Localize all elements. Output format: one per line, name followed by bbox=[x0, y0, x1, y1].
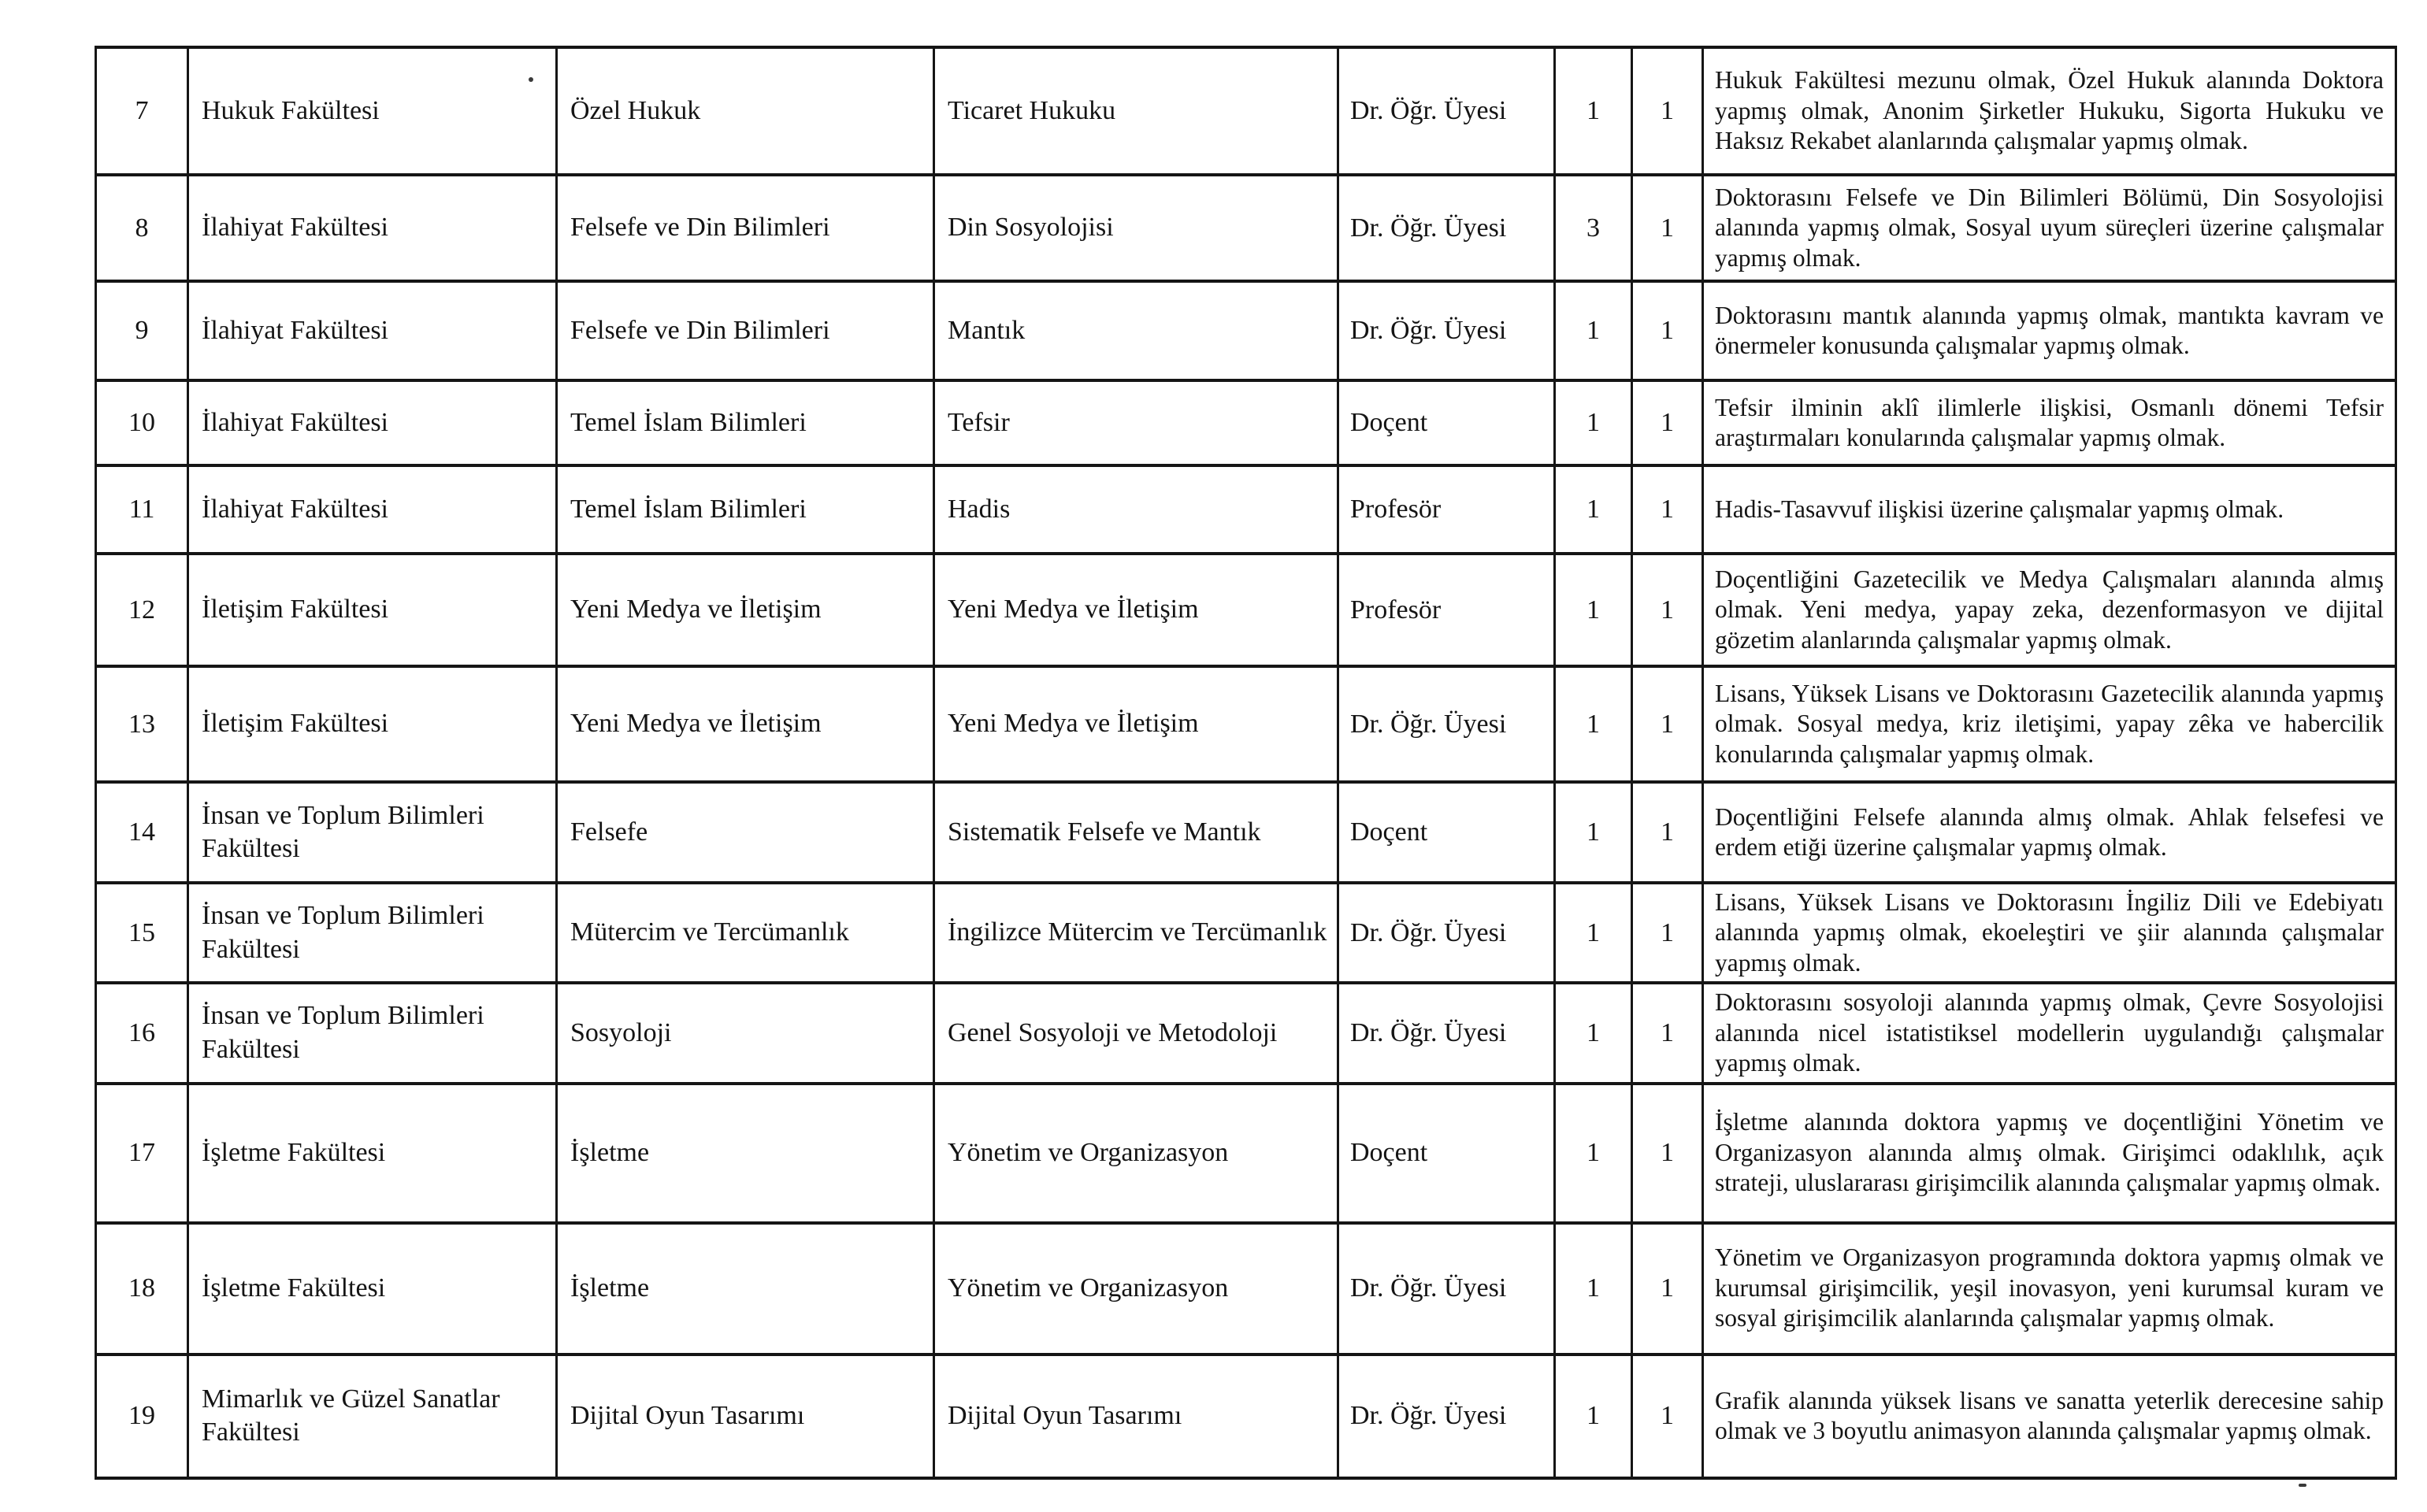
program-cell: Hadis bbox=[934, 465, 1338, 554]
description-cell: Lisans, Yüksek Lisans ve Doktorasını İngiliz Dili ve Edebiyatı alanında yapmış olmak, ekoeleştiri ve şiir alanında çalışmalar yapmış olmak. bbox=[1703, 883, 2396, 983]
title-cell: Doçent bbox=[1338, 1084, 1555, 1223]
quantity-cell: 1 bbox=[1632, 1084, 1703, 1223]
quantity-cell: 1 bbox=[1632, 1354, 1703, 1478]
description-cell: Lisans, Yüksek Lisans ve Doktorasını Gazetecilik alanında yapmış olmak. Sosyal medya, kriz iletişimi, yapay zêka ve habercilik konularında çalışmalar yapmış olmak. bbox=[1703, 666, 2396, 782]
title-cell: Profesör bbox=[1338, 554, 1555, 666]
row-number-cell: 9 bbox=[96, 281, 188, 380]
faculty-cell: İşletme Fakültesi bbox=[188, 1084, 557, 1223]
faculty-cell: İnsan ve Toplum Bilimleri Fakültesi bbox=[188, 983, 557, 1083]
row-number-cell: 15 bbox=[96, 883, 188, 983]
department-cell: Temel İslam Bilimleri bbox=[557, 380, 934, 465]
faculty-cell: İşletme Fakültesi bbox=[188, 1223, 557, 1354]
quantity-cell: 1 bbox=[1632, 465, 1703, 554]
title-cell: Doçent bbox=[1338, 380, 1555, 465]
faculty-cell: İletişim Fakültesi bbox=[188, 554, 557, 666]
table-row bbox=[96, 1223, 2396, 1354]
title-cell: Profesör bbox=[1338, 465, 1555, 554]
title-cell: Dr. Öğr. Üyesi bbox=[1338, 1354, 1555, 1478]
program-cell: Genel Sosyoloji ve Metodoloji bbox=[934, 983, 1338, 1083]
program-cell: Yeni Medya ve İletişim bbox=[934, 666, 1338, 782]
quantity-cell: 1 bbox=[1632, 1223, 1703, 1354]
department-cell: Sosyoloji bbox=[557, 983, 934, 1083]
title-cell: Dr. Öğr. Üyesi bbox=[1338, 883, 1555, 983]
faculty-cell: Mimarlık ve Güzel Sanatlar Fakültesi bbox=[188, 1354, 557, 1478]
table-row bbox=[96, 666, 2396, 782]
program-cell: Din Sosyolojisi bbox=[934, 175, 1338, 281]
description-cell: Tefsir ilminin aklî ilimlerle ilişkisi, Osmanlı dönemi Tefsir araştırmaları konularında çalışmalar yapmış olmak. bbox=[1703, 380, 2396, 465]
faculty-cell: Hukuk Fakültesi bbox=[188, 47, 557, 175]
faculty-positions-table bbox=[95, 46, 2397, 1480]
department-cell: Felsefe ve Din Bilimleri bbox=[557, 175, 934, 281]
description-cell: İşletme alanında doktora yapmış ve doçentliğini Yönetim ve Organizasyon alanında almış olmak. Girişimci odaklılık, açık strateji, uluslararası girişimcilik alanında çalışmalar yapmış olmak. bbox=[1703, 1084, 2396, 1223]
grade-cell: 1 bbox=[1555, 983, 1632, 1083]
row-number-cell: 19 bbox=[96, 1354, 188, 1478]
grade-cell: 1 bbox=[1555, 1084, 1632, 1223]
program-cell: Yönetim ve Organizasyon bbox=[934, 1084, 1338, 1223]
grade-cell: 1 bbox=[1555, 554, 1632, 666]
table-row bbox=[96, 175, 2396, 281]
quantity-cell: 1 bbox=[1632, 175, 1703, 281]
department-cell: İşletme bbox=[557, 1223, 934, 1354]
description-cell: Yönetim ve Organizasyon programında doktora yapmış olmak ve kurumsal girişimcilik, yeşil inovasyon, yeni kurumsal kuram ve sosyal girişimcilik alanlarında çalışmalar yapmış olmak. bbox=[1703, 1223, 2396, 1354]
department-cell: Felsefe bbox=[557, 782, 934, 883]
table-row bbox=[96, 883, 2396, 983]
faculty-cell: İlahiyat Fakültesi bbox=[188, 465, 557, 554]
table-row bbox=[96, 554, 2396, 666]
department-cell: Temel İslam Bilimleri bbox=[557, 465, 934, 554]
table-row bbox=[96, 1354, 2396, 1478]
faculty-cell: İlahiyat Fakültesi bbox=[188, 175, 557, 281]
table-row bbox=[96, 380, 2396, 465]
title-cell: Doçent bbox=[1338, 782, 1555, 883]
table-row bbox=[96, 782, 2396, 883]
faculty-cell: İnsan ve Toplum Bilimleri Fakültesi bbox=[188, 883, 557, 983]
department-cell: Mütercim ve Tercümanlık bbox=[557, 883, 934, 983]
grade-cell: 1 bbox=[1555, 883, 1632, 983]
grade-cell: 1 bbox=[1555, 1354, 1632, 1478]
row-number-cell: 18 bbox=[96, 1223, 188, 1354]
scan-speck bbox=[2299, 1484, 2306, 1487]
department-cell: Yeni Medya ve İletişim bbox=[557, 554, 934, 666]
grade-cell: 3 bbox=[1555, 175, 1632, 281]
quantity-cell: 1 bbox=[1632, 554, 1703, 666]
row-number-cell: 16 bbox=[96, 983, 188, 1083]
description-cell: Hukuk Fakültesi mezunu olmak, Özel Hukuk alanında Doktora yapmış olmak, Anonim Şirketler Hukuku, Sigorta Hukuku ve Haksız Rekabet alanlarında çalışmalar yapmış olmak. bbox=[1703, 47, 2396, 175]
description-cell: Doktorasını sosyoloji alanında yapmış olmak, Çevre Sosyolojisi alanında nicel istatistiksel modellerin uygulandığı çalışmalar yapmış olmak. bbox=[1703, 983, 2396, 1083]
table-row bbox=[96, 465, 2396, 554]
title-cell: Dr. Öğr. Üyesi bbox=[1338, 175, 1555, 281]
title-cell: Dr. Öğr. Üyesi bbox=[1338, 47, 1555, 175]
title-cell: Dr. Öğr. Üyesi bbox=[1338, 281, 1555, 380]
scan-speck bbox=[529, 77, 533, 82]
grade-cell: 1 bbox=[1555, 465, 1632, 554]
quantity-cell: 1 bbox=[1632, 281, 1703, 380]
row-number-cell: 7 bbox=[96, 47, 188, 175]
row-number-cell: 12 bbox=[96, 554, 188, 666]
quantity-cell: 1 bbox=[1632, 47, 1703, 175]
description-cell: Doçentliğini Gazetecilik ve Medya Çalışmaları alanında almış olmak. Yeni medya, yapay zeka, dezenformasyon ve dijital gözetim alanlarında çalışmalar yapmış olmak. bbox=[1703, 554, 2396, 666]
grade-cell: 1 bbox=[1555, 666, 1632, 782]
department-cell: Yeni Medya ve İletişim bbox=[557, 666, 934, 782]
row-number-cell: 17 bbox=[96, 1084, 188, 1223]
row-number-cell: 13 bbox=[96, 666, 188, 782]
row-number-cell: 8 bbox=[96, 175, 188, 281]
description-cell: Hadis-Tasavvuf ilişkisi üzerine çalışmalar yapmış olmak. bbox=[1703, 465, 2396, 554]
program-cell: Dijital Oyun Tasarımı bbox=[934, 1354, 1338, 1478]
table-row bbox=[96, 983, 2396, 1083]
program-cell: İngilizce Mütercim ve Tercümanlık bbox=[934, 883, 1338, 983]
program-cell: Yönetim ve Organizasyon bbox=[934, 1223, 1338, 1354]
description-cell: Doktorasını mantık alanında yapmış olmak, mantıkta kavram ve önermeler konusunda çalışmalar yapmış olmak. bbox=[1703, 281, 2396, 380]
quantity-cell: 1 bbox=[1632, 666, 1703, 782]
table-row bbox=[96, 1084, 2396, 1223]
table-row bbox=[96, 47, 2396, 175]
faculty-cell: İnsan ve Toplum Bilimleri Fakültesi bbox=[188, 782, 557, 883]
quantity-cell: 1 bbox=[1632, 883, 1703, 983]
department-cell: Felsefe ve Din Bilimleri bbox=[557, 281, 934, 380]
title-cell: Dr. Öğr. Üyesi bbox=[1338, 983, 1555, 1083]
grade-cell: 1 bbox=[1555, 1223, 1632, 1354]
faculty-cell: İlahiyat Fakültesi bbox=[188, 281, 557, 380]
program-cell: Ticaret Hukuku bbox=[934, 47, 1338, 175]
program-cell: Tefsir bbox=[934, 380, 1338, 465]
quantity-cell: 1 bbox=[1632, 983, 1703, 1083]
department-cell: Özel Hukuk bbox=[557, 47, 934, 175]
table-row bbox=[96, 281, 2396, 380]
quantity-cell: 1 bbox=[1632, 782, 1703, 883]
grade-cell: 1 bbox=[1555, 380, 1632, 465]
faculty-cell: İlahiyat Fakültesi bbox=[188, 380, 557, 465]
grade-cell: 1 bbox=[1555, 47, 1632, 175]
description-cell: Doçentliğini Felsefe alanında almış olmak. Ahlak felsefesi ve erdem etiği üzerine çalışmalar yapmış olmak. bbox=[1703, 782, 2396, 883]
row-number-cell: 14 bbox=[96, 782, 188, 883]
faculty-cell: İletişim Fakültesi bbox=[188, 666, 557, 782]
title-cell: Dr. Öğr. Üyesi bbox=[1338, 1223, 1555, 1354]
title-cell: Dr. Öğr. Üyesi bbox=[1338, 666, 1555, 782]
program-cell: Yeni Medya ve İletişim bbox=[934, 554, 1338, 666]
description-cell: Grafik alanında yüksek lisans ve sanatta yeterlik derecesine sahip olmak ve 3 boyutlu animasyon alanında çalışmalar yapmış olmak. bbox=[1703, 1354, 2396, 1478]
description-cell: Doktorasını Felsefe ve Din Bilimleri Bölümü, Din Sosyolojisi alanında yapmış olmak, Sosyal uyum süreçleri üzerine çalışmalar yapmış olmak. bbox=[1703, 175, 2396, 281]
quantity-cell: 1 bbox=[1632, 380, 1703, 465]
row-number-cell: 10 bbox=[96, 380, 188, 465]
grade-cell: 1 bbox=[1555, 281, 1632, 380]
department-cell: İşletme bbox=[557, 1084, 934, 1223]
positions-table-body bbox=[96, 47, 2396, 1478]
department-cell: Dijital Oyun Tasarımı bbox=[557, 1354, 934, 1478]
program-cell: Mantık bbox=[934, 281, 1338, 380]
program-cell: Sistematik Felsefe ve Mantık bbox=[934, 782, 1338, 883]
grade-cell: 1 bbox=[1555, 782, 1632, 883]
row-number-cell: 11 bbox=[96, 465, 188, 554]
